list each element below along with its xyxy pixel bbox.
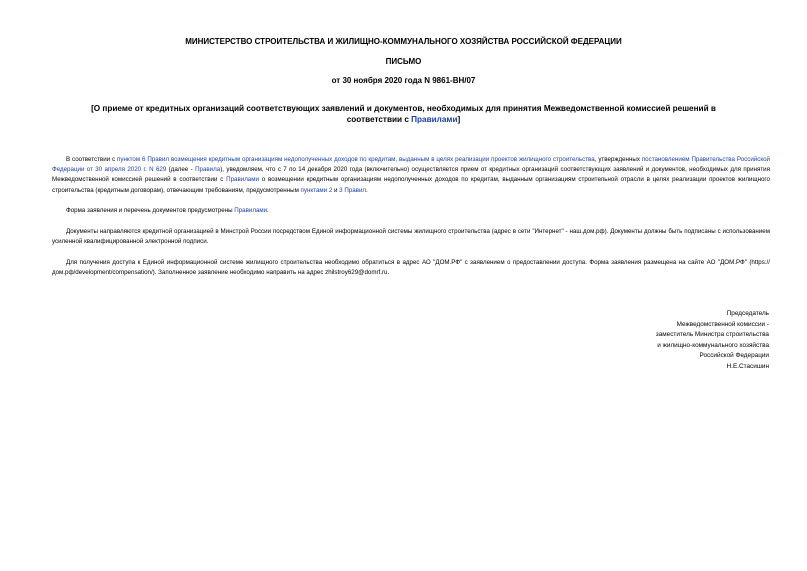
p1-text: В соответствии с	[66, 156, 118, 163]
p1-link-rules-2[interactable]: Правилами	[226, 176, 259, 184]
p2-text: .	[267, 207, 269, 214]
title-text-end: ]	[457, 115, 461, 124]
signature-line: Межведомственной комиссии -	[676, 320, 769, 328]
p1-text: о возмещении кредитным организациям недополученных доходов по кредитам, выданным организациям строительной отрасли в целях реализации проектов жилищного строительства (кредитным договорам), отвечающим требованиям, предусмотренным	[52, 176, 770, 194]
p1-link-points-2[interactable]: пунктами 2	[300, 186, 333, 194]
paragraph-4: Для получения доступа к Единой информационной системе жилищного строительства необходимо обратиться в адрес АО "ДОМ.РФ" с заявлением о предоставлении доступа. Форма заявления размещена на сайте АО "ДОМ.РФ" (https://дом.рф/development/compensation/). Заполненное заявление необходимо направить на адрес zhilstroy629@domrf.ru.	[52, 259, 770, 277]
p1-link-rules[interactable]: Правила	[195, 166, 221, 174]
p2-text: Форма заявления и перечень документов предусмотрены	[66, 207, 235, 214]
p2-link-rules[interactable]: Правилами	[234, 207, 268, 214]
signature-line: Председатель	[726, 310, 769, 317]
paragraph-1	[52, 155, 770, 196]
paragraph-3: Документы направляются кредитной организацией в Минстрой России посредством Единой информационной системы жилищного строительства (адрес в сети "Интернет" - наш.дом.рф). Документы должны быть подписаны с использованием усиленной квалифицированной электронной подписи.	[52, 228, 770, 246]
p1-link-point-3[interactable]: 3 Правил	[339, 186, 367, 194]
title-text: [О приеме от кредитных организаций соответствующих заявлений и документов, необходимых для принятия Межведомственной комиссией решений в соответствии с	[91, 104, 716, 124]
signature-line: Российской Федерации	[699, 352, 769, 360]
p1-text: , утвержденных	[594, 156, 642, 163]
document-title	[70, 103, 737, 125]
p1-text: (далее -	[166, 166, 196, 174]
document-date-number: от 30 ноября 2020 года N 9861-ВН/07	[331, 76, 476, 85]
signature-line: и жилищно-коммунального хозяйства	[657, 341, 769, 349]
signature-block	[656, 309, 769, 373]
paragraph-2	[52, 206, 770, 216]
p1-text: .	[366, 186, 368, 194]
signature-line: заместитель Министра строительства	[655, 331, 769, 339]
p1-text: ), уведомляем, что с 7 по 14 декабря 2020 года (включительно) осуществляется прием от кредитных организаций соответствующих заявлений и документов, необходимых для принятия Межведомственной комиссией решений в соответствии с	[52, 166, 770, 184]
p1-link-point-6[interactable]: пунктом 6 Правил возмещения кредитным организациям недополученных доходов по кредитам, выданным в целях реализации проектов жилищного строительства	[117, 156, 595, 163]
p1-text: и	[332, 186, 340, 194]
signatory-name: Н.Е.Стасишин	[726, 362, 769, 370]
title-link-rules[interactable]: Правилами	[411, 115, 458, 124]
p1-link-decree-629[interactable]: постановлением Правительства Российской Федерации от 30 апреля 2020 г. N 629	[52, 156, 770, 174]
ministry-heading: МИНИСТЕРСТВО СТРОИТЕЛЬСТВА И ЖИЛИЩНО-КОММУНАЛЬНОГО ХОЗЯЙСТВА РОССИЙСКОЙ ФЕДЕРАЦИИ	[185, 37, 622, 46]
document-type: ПИСЬМО	[385, 57, 422, 66]
